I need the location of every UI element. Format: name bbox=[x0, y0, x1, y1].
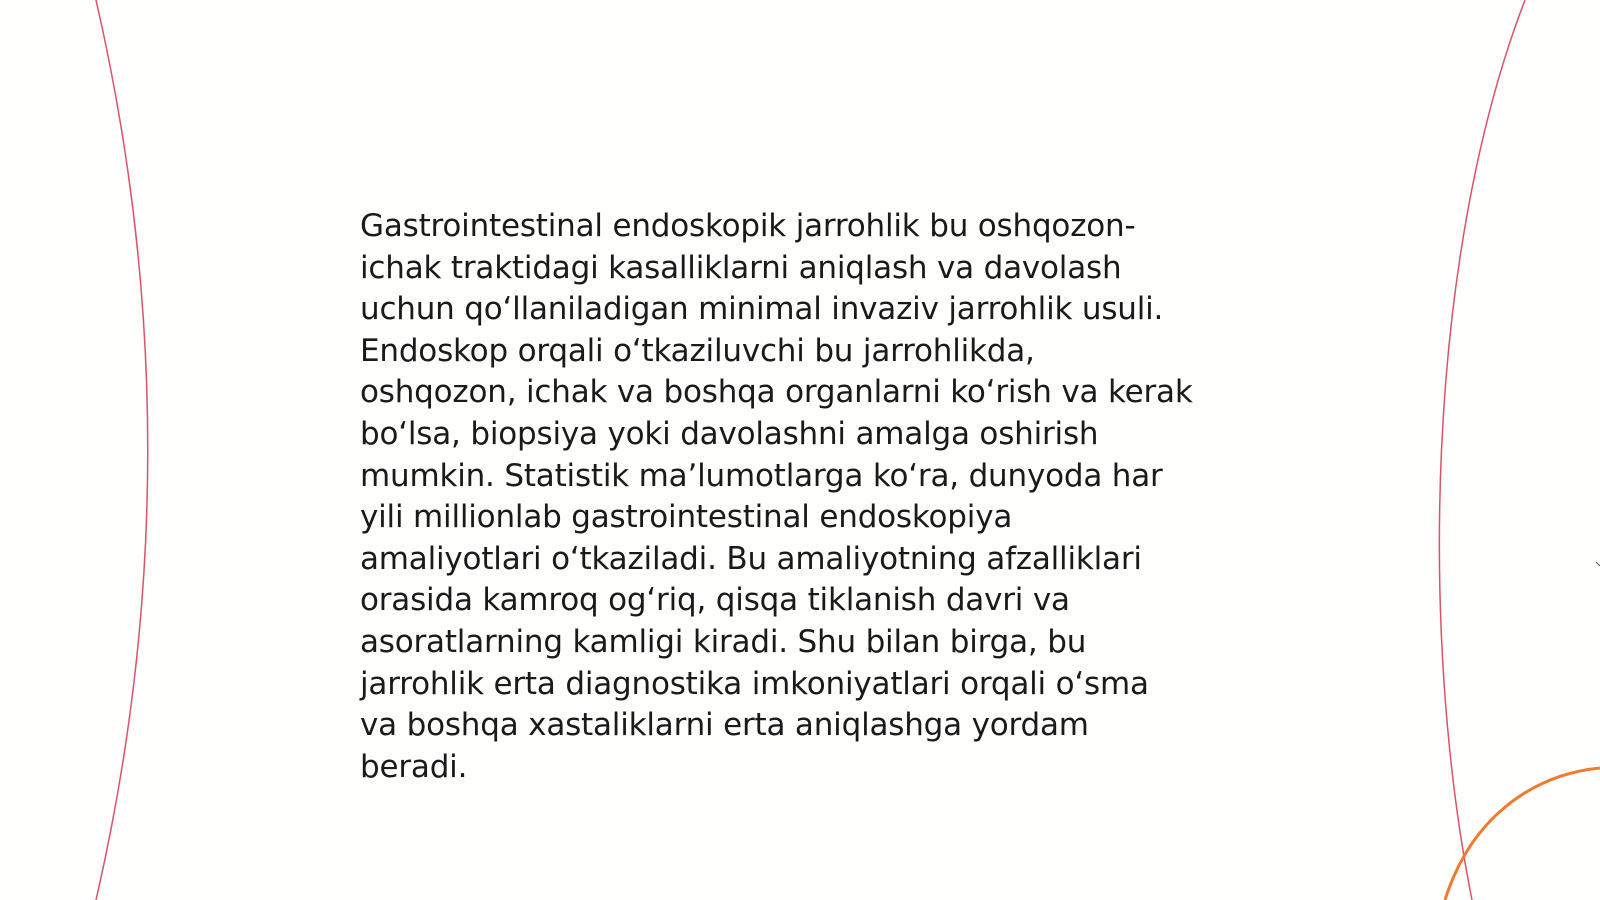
paragraph-line: beradi. bbox=[360, 748, 468, 785]
paragraph-line: oshqozon, ichak va boshqa organlarni ko‘rish va kerak bbox=[360, 374, 1193, 411]
paragraph-line: orasida kamroq og‘riq, qisqa tiklanish davri va bbox=[360, 582, 1070, 619]
left-curve-line bbox=[96, 0, 148, 900]
paragraph-line: jarrohlik erta diagnostika imkoniyatlari orqali o‘sma bbox=[360, 665, 1149, 702]
paragraph-line: Endoskop orqali o‘tkaziluvchi bu jarrohlikda, bbox=[360, 332, 1035, 369]
small-tick-mark bbox=[1596, 562, 1600, 566]
body-paragraph bbox=[360, 206, 1260, 788]
paragraph-line: uchun qo‘llaniladigan minimal invaziv jarrohlik usuli. bbox=[360, 291, 1164, 328]
paragraph-line: Gastrointestinal endoskopik jarrohlik bu oshqozon- bbox=[360, 208, 1136, 244]
paragraph-line: amaliyotlari o‘tkaziladi. Bu amaliyotning afzalliklari bbox=[360, 540, 1142, 577]
paragraph-line: va boshqa xastaliklarni erta aniqlashga yordam bbox=[360, 707, 1089, 744]
paragraph-line: asoratlarning kamligi kiradi. Shu bilan birga, bu bbox=[360, 623, 1087, 660]
paragraph-line: yili millionlab gastrointestinal endoskopiya bbox=[360, 499, 1013, 536]
paragraph-line: bo‘lsa, biopsiya yoki davolashni amalga oshirish bbox=[360, 415, 1099, 452]
paragraph-line: ichak traktidagi kasalliklarni aniqlash va davolash bbox=[360, 249, 1122, 286]
paragraph-line: mumkin. Statistik ma’lumotlarga ko‘ra, dunyoda har bbox=[360, 457, 1163, 494]
right-curve-line bbox=[1439, 0, 1525, 900]
